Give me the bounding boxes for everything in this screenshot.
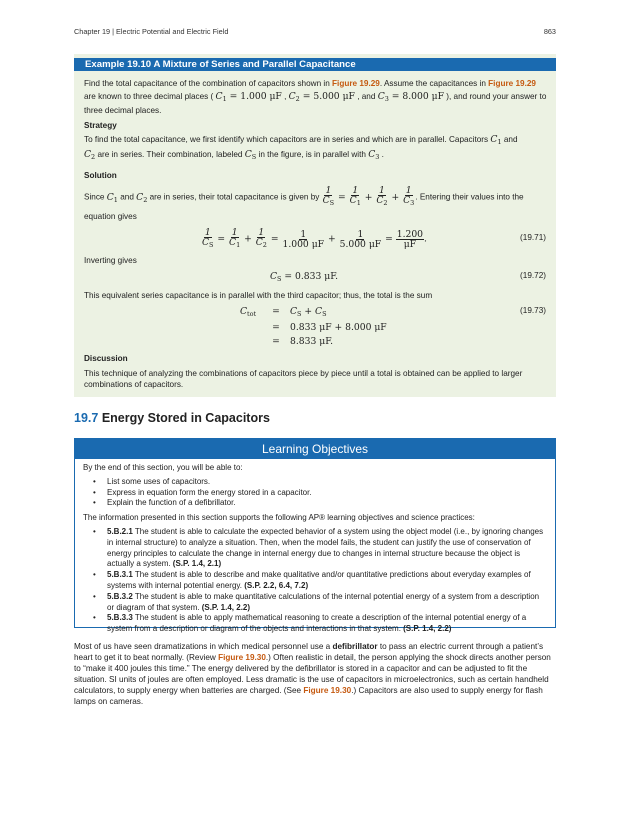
figure-link[interactable]: Figure 19.30 — [303, 686, 352, 695]
list-item: • List some uses of capacitors. — [93, 477, 547, 488]
equation-number: (19.71) — [520, 233, 546, 242]
inverting-text: Inverting gives — [84, 256, 137, 265]
list-item: • Explain the function of a defibrillator. — [93, 498, 547, 509]
discussion-heading: Discussion — [84, 354, 128, 363]
list-item: • Express in equation form the energy stored in a capacitor. — [93, 488, 547, 499]
solution-text-cont: equation gives — [84, 211, 137, 221]
ap-intro: The information presented in this section supports the following AP® learning objectives and science practices: — [83, 513, 475, 523]
parallel-text: This equivalent series capacitance is in parallel with the third capacitor; thus, the total is the sum — [84, 291, 433, 300]
section-number: 19.7 — [74, 411, 99, 425]
chapter-title: Chapter 19 | Electric Potential and Electric Field — [74, 27, 229, 36]
objectives-list — [93, 477, 547, 509]
key-term: defibrillator — [332, 642, 378, 651]
list-item: • 5.B.3.3 The student is able to apply mathematical reasoning to create a description of the internal potential energy of a system from a description or diagram of the objects and interactions in that system. (S.P. 1.4, 2.2) — [93, 613, 547, 635]
solution-heading: Solution — [84, 170, 117, 180]
list-item: • 5.B.3.2 The student is able to make quantitative calculations of the internal potential energy of a system from a description or diagram of that system. (S.P. 1.4, 2.2) — [93, 592, 547, 614]
learning-objectives-box — [74, 438, 556, 634]
equation-number: (19.73) — [520, 306, 546, 315]
section-title: Energy Stored in Capacitors — [98, 411, 270, 425]
running-header — [74, 27, 556, 36]
figure-link[interactable]: Figure 19.29 — [332, 79, 380, 88]
example-intro: Find the total capacitance of the combination of capacitors shown in Figure 19.29. Assume the capacitances in Figure 19.29 are known to three decimal places ( $C_1 = 1.000$ μF , $C_2 = 5.000$ μF , and $C_3 = 8.000$ μF ), and round your answer to three decimal places. — [84, 79, 547, 116]
figure-link[interactable]: Figure 19.29 — [488, 79, 536, 88]
equation-number: (19.72) — [520, 271, 546, 280]
strategy-heading: Strategy — [84, 120, 117, 130]
list-item: • 5.B.3.1 The student is able to describe and make qualitative and/or quantitative predictions about everyday examples of systems with internal potential energy. (S.P. 2.2, 6.4, 7.2) — [93, 570, 547, 592]
ap-objectives-list — [93, 527, 547, 635]
figure-link[interactable]: Figure 19.30 — [218, 653, 266, 662]
example-box: Example 19.10 A Mixture of Series and Parallel Capacitance Find the total capacitance of the combination of capacitors shown in Figure 19.29. Assume the capacitances in Figure 19.29 are known to three decimal places ( $C_1 = 1.000$ μF , $C_2 = 5.000$ μF , and $C_3 = 8.000$ μF ), and round your answer to three decimal places. Strategy To find the total capacitance, we first identify which capacitors are in series and which are in parallel. Capacitors $C_1$ and $C_2$ are in series. Their combination, labeled $C_S$ in the figure, is in parallel with $C_3$ . Solution Since $C_1$ and $C_2$ are in series, their total capacitance is given by $\frac{1}{C_S}$ = $\frac{1}{C_1}$ + $\frac{1}{C_2}$ + $\frac{1}{C_3}$ . Entering their values into the equation gives $\frac{1}{C_S}$ = $\frac{1}{C_1}$ + $\frac{1}{C_2}$ = $\frac{1}{1.000 \mu F}$ + $\frac{1}{5.000 \mu F}$ = $\frac{1.200}{\mu F}$ . (19.71) Inverting gives $C_S = 0.833$ μF. (19.72) This equivalent series capacitance is in parallel with the third capacitor; thus, the total is the sum $C_{tot} = C_S + C_S$ = 0.833 μF + 8.000 μF = 8.833 μF. (19.73) Discussion This technique of analyzing the combinations of capacitors piece by piece until a total is obtained can be applied to larger combinations of capacitors. — [74, 54, 556, 397]
solution-text: Since $C_1$ and $C_2$ are in series, their total capacitance is given by $\frac{1}{C_S}$ = $\frac{1}{C_1}$ + $\frac{1}{C_2}$ + $\frac{1}{C_3}$ . Entering their values into the — [84, 185, 524, 208]
page-number: 863 — [543, 27, 556, 36]
learning-objectives-title: Learning Objectives — [75, 439, 555, 459]
list-item: • 5.B.2.1 The student is able to calculate the expected behavior of a system using the object model (i.e., by ignoring changes in internal structure) to analyze a situation. Then, when the model fails, the student can justify the use of conservation of energy principles to calculate the change in internal energy due to changes in internal structure because the object is actually a system. (S.P. 1.4, 2.1) — [93, 527, 547, 570]
section-heading — [74, 411, 270, 425]
body-paragraph: Most of us have seen dramatizations in which medical personnel use a defibrillator to pass an electric current through a patient’s heart to get it to beat normally. (Review Figure 19.30.) Often realistic in detail, the person applying the shock directs another person to “make it 400 joules this time.” The energy delivered by the defibrillator is stored in a capacitor and can be adjusted to fit the situation. SI units of joules are often employed. Less dramatic is the use of capacitors in microelectronics, such as certain handheld calculators, to supply energy when batteries are charged. (See Figure 19.30.) Capacitors are also used to supply energy for flash lamps on cameras. — [74, 642, 551, 706]
strategy-text: To find the total capacitance, we first identify which capacitors are in series and which are in parallel. Capacitors $C_1$ and $C_2$ are in series. Their combination, labeled $C_S$ in the figure, is in parallel with $C_3$ . — [84, 134, 518, 161]
discussion-text: This technique of analyzing the combinations of capacitors piece by piece until a total is obtained can be applied to larger combinations of capacitors. — [84, 369, 523, 389]
objectives-intro: By the end of this section, you will be able to: — [83, 463, 243, 472]
example-title: Example 19.10 A Mixture of Series and Parallel Capacitance — [74, 58, 556, 71]
